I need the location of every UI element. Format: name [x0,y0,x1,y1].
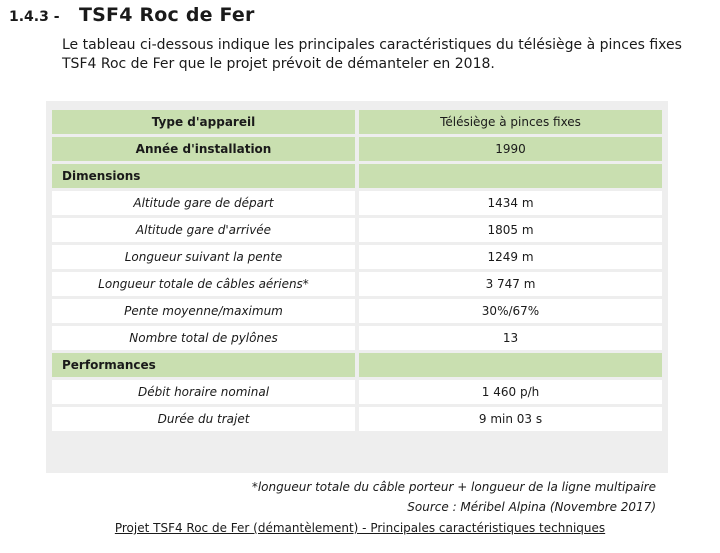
row-label: Longueur totale de câbles aériens* [52,272,355,296]
row-label: Altitude gare de départ [52,191,355,215]
row-value: 1990 [359,137,662,161]
row-value: 3 747 m [359,272,662,296]
table-row [52,272,662,296]
table-section-row [52,353,662,377]
table-row [52,137,662,161]
specs-table-frame [46,101,668,473]
table-row [52,326,662,350]
section-heading [9,4,255,26]
section-label: Dimensions [52,164,355,188]
row-value: Télésiège à pinces fixes [359,110,662,134]
row-label: Altitude gare d'arrivée [52,218,355,242]
row-value [359,164,662,188]
row-label: Année d'installation [52,137,355,161]
intro-paragraph: Le tableau ci-dessous indique les principales caractéristiques du télésiège à pinces fixes TSF4 Roc de Fer que le projet prévoit de démanteler en 2018. [62,37,682,72]
specs-table [52,107,662,434]
footnote: *longueur totale du câble porteur + longueur de la ligne multipaire [251,480,656,494]
row-label: Débit horaire nominal [52,380,355,404]
table-row [52,380,662,404]
section-title: TSF4 Roc de Fer [79,4,255,26]
source-note: Source : Méribel Alpina (Novembre 2017) [407,500,656,514]
table-row [52,110,662,134]
row-value: 1805 m [359,218,662,242]
table-row [52,218,662,242]
section-number: 1.4.3 - [9,9,60,25]
row-label: Type d'appareil [52,110,355,134]
row-value: 1 460 p/h [359,380,662,404]
row-label: Longueur suivant la pente [52,245,355,269]
section-label: Performances [52,353,355,377]
row-value: 13 [359,326,662,350]
row-value: 1434 m [359,191,662,215]
row-value: 9 min 03 s [359,407,662,431]
row-value: 1249 m [359,245,662,269]
table-caption: Projet TSF4 Roc de Fer (démantèlement) - Principales caractéristiques techniques [114,521,606,535]
row-label: Nombre total de pylônes [52,326,355,350]
row-label: Durée du trajet [52,407,355,431]
table-row [52,407,662,431]
row-value: 30%/67% [359,299,662,323]
row-value [359,353,662,377]
row-label: Pente moyenne/maximum [52,299,355,323]
table-section-row [52,164,662,188]
table-row [52,191,662,215]
table-row [52,245,662,269]
table-row [52,299,662,323]
